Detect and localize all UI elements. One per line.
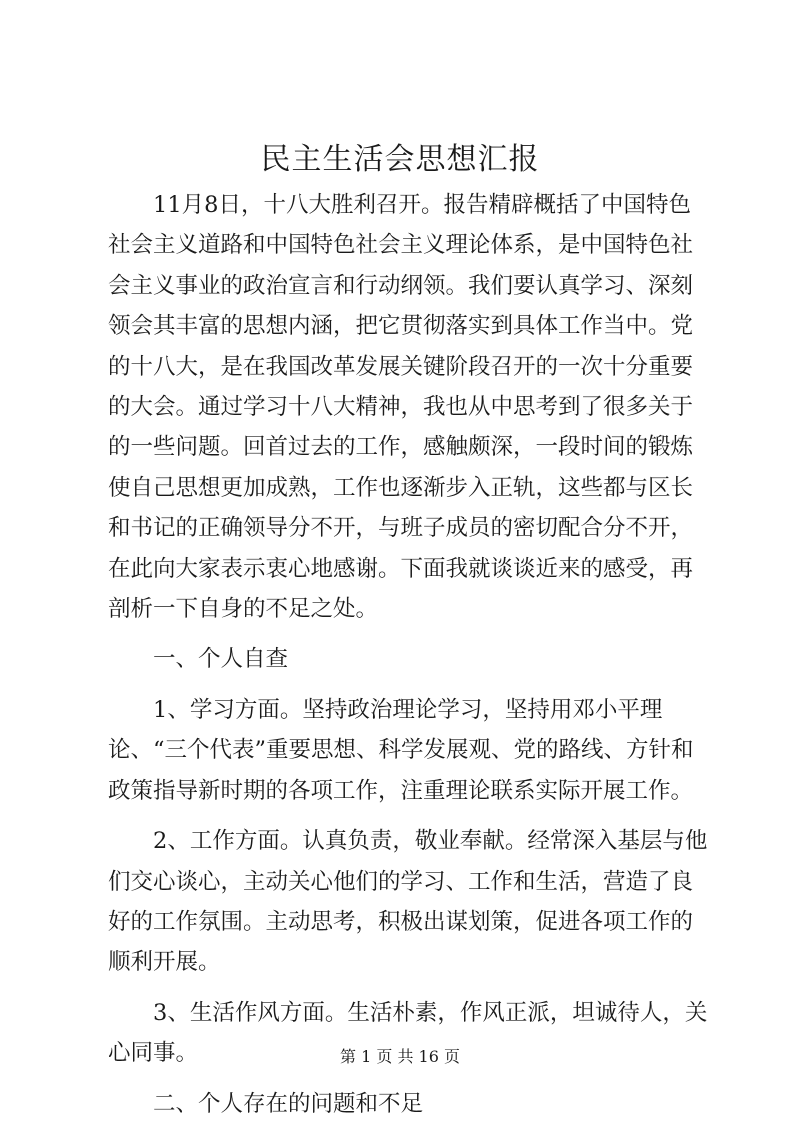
section-heading-self-check: 一、个人自查 [153, 646, 289, 673]
document-body [108, 185, 708, 1124]
paragraph-work: 2、工作方面。认真负责，敬业奉献。经常深入基层与他们交心谈心，主动关心他们的学习、工作和生活，营造了良好的工作氛围。主动思考，积极出谋划策，促进各项工作的顺利开展。 [108, 828, 708, 976]
paragraph-study: 1、学习方面。坚持政治理论学习，坚持用邓小平理论、“三个代表”重要思想、科学发展观、党的路线、方针和政策指导新时期的各项工作，注重理论联系实际开展工作。 [108, 696, 694, 804]
paragraph-lifestyle: 3、生活作风方面。生活朴素，作风正派，坦诚待人，关心同事。 [108, 999, 708, 1067]
document-title: 民主生活会思想汇报 [260, 142, 540, 177]
paragraph-intro: 11月8日，十八大胜利召开。报告精辟概括了中国特色社会主义道路和中国特色社会主义理论体系，是中国特色社会主义事业的政治宣言和行动纲领。我们要认真学习、深刻领会其丰富的思想内涵，把它贯彻落实到具体工作当中。党的十八大，是在我国改革发展关键阶段召开的一次十分重要的大会。通过学习十八大精神，我也从中思考到了很多关于的一些问题。回首过去的工作，感触颇深，一段时间的锻炼使自己思想更加成熟，工作也逐渐步入正轨，这些都与区长和书记的正确领导分不开，与班子成员的密切配合分不开，在此向大家表示衷心地感谢。下面我就谈谈近来的感受，再剖析一下自身的不足之处。 [108, 192, 694, 623]
section-heading-problems: 二、个人存在的问题和不足 [153, 1090, 424, 1117]
page-number-footer: 第 1 页 共 16 页 [340, 1047, 460, 1066]
